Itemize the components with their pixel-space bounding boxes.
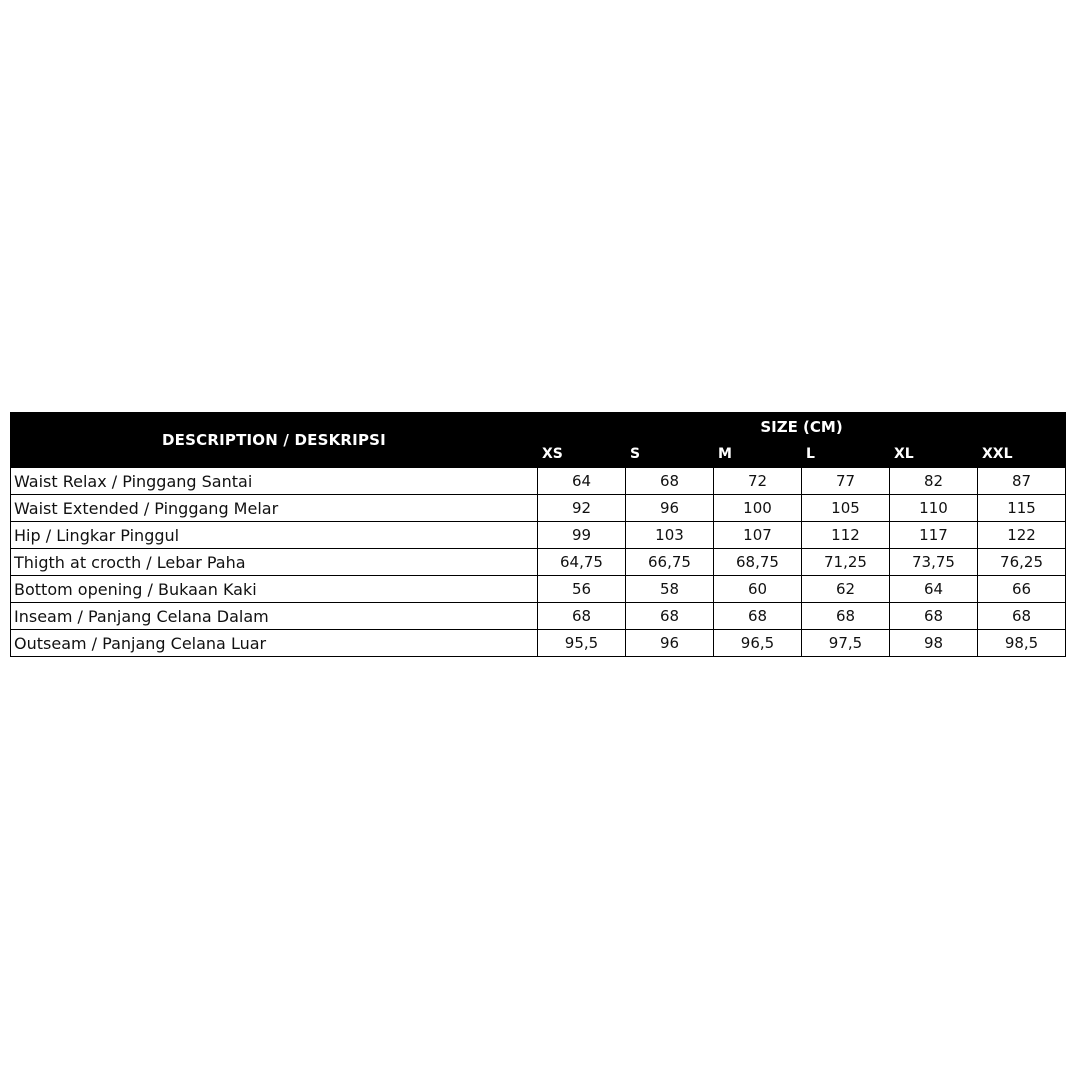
row-value: 105 [802,495,890,522]
size-label-l: L [802,441,890,468]
row-value: 112 [802,522,890,549]
size-label-xl: XL [890,441,978,468]
row-value: 64,75 [538,549,626,576]
table-row [11,495,1066,522]
row-value: 107 [714,522,802,549]
row-value: 71,25 [802,549,890,576]
header-row-top [11,413,1066,441]
row-value: 99 [538,522,626,549]
table-row [11,468,1066,495]
row-value: 95,5 [538,630,626,657]
row-label: Hip / Lingkar Pinggul [11,522,538,549]
row-value: 66,75 [626,549,714,576]
size-label-xxl: XXL [978,441,1066,468]
size-chart-table [10,412,1066,657]
row-value: 68 [978,603,1066,630]
row-value: 64 [538,468,626,495]
row-value: 82 [890,468,978,495]
row-value: 58 [626,576,714,603]
row-value: 68 [802,603,890,630]
row-value: 98,5 [978,630,1066,657]
row-value: 96 [626,495,714,522]
row-value: 110 [890,495,978,522]
row-value: 73,75 [890,549,978,576]
table-row [11,576,1066,603]
row-label: Bottom opening / Bukaan Kaki [11,576,538,603]
row-value: 72 [714,468,802,495]
row-value: 60 [714,576,802,603]
table-row [11,549,1066,576]
size-label-s: S [626,441,714,468]
row-value: 97,5 [802,630,890,657]
row-value: 56 [538,576,626,603]
row-value: 92 [538,495,626,522]
table-row [11,630,1066,657]
row-value: 68 [626,603,714,630]
row-value: 66 [978,576,1066,603]
row-value: 117 [890,522,978,549]
row-value: 68 [538,603,626,630]
row-label: Waist Extended / Pinggang Melar [11,495,538,522]
row-value: 103 [626,522,714,549]
row-value: 77 [802,468,890,495]
table-row [11,522,1066,549]
size-label-xs: XS [538,441,626,468]
description-header: DESCRIPTION / DESKRIPSI [11,413,538,468]
row-value: 87 [978,468,1066,495]
size-header: SIZE (CM) [538,413,1066,441]
row-label: Waist Relax / Pinggang Santai [11,468,538,495]
row-value: 62 [802,576,890,603]
row-value: 96,5 [714,630,802,657]
row-value: 96 [626,630,714,657]
row-value: 68 [890,603,978,630]
row-value: 68,75 [714,549,802,576]
row-value: 76,25 [978,549,1066,576]
row-value: 98 [890,630,978,657]
row-label: Outseam / Panjang Celana Luar [11,630,538,657]
row-value: 122 [978,522,1066,549]
row-label: Inseam / Panjang Celana Dalam [11,603,538,630]
size-label-m: M [714,441,802,468]
row-value: 100 [714,495,802,522]
row-value: 64 [890,576,978,603]
row-label: Thigth at crocth / Lebar Paha [11,549,538,576]
table-row [11,603,1066,630]
row-value: 68 [626,468,714,495]
row-value: 68 [714,603,802,630]
row-value: 115 [978,495,1066,522]
